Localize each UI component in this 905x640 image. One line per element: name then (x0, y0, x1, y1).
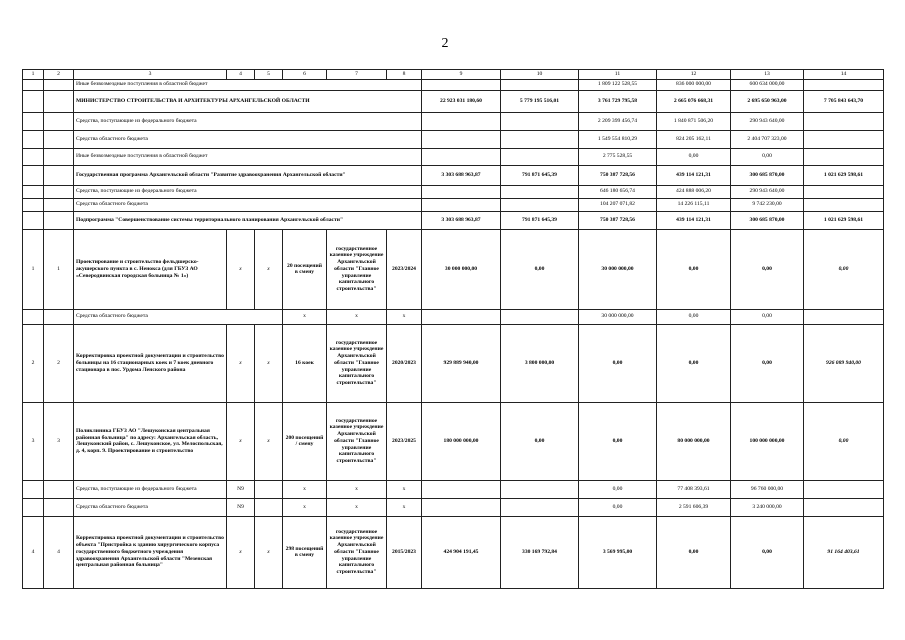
cell-col10: 3 800 000,00 (501, 324, 579, 402)
cell-col11: 750 387 728,56 (579, 211, 657, 229)
cell-col11: 646 180 656,74 (579, 185, 657, 198)
cell-col13: 0,00 (731, 324, 804, 402)
cell-col8: 2020/2023 (387, 324, 422, 402)
row-label: Средства, поступающие из федерального бюджета (74, 480, 227, 498)
cell-col11: 0,00 (579, 498, 657, 516)
header-cell: 1 (23, 70, 44, 80)
cell-col8: х (387, 498, 422, 516)
cell-col11: 0,00 (579, 402, 657, 480)
row-label: Государственная программа Архангельской области "Развитие здравоохранения Архангельской области" (74, 165, 422, 185)
row-label: Средства областного бюджета (74, 498, 227, 516)
cell-col6: х (283, 480, 327, 498)
table-row (23, 309, 884, 324)
cell-col12: 80 000 000,00 (657, 402, 731, 480)
cell-col5: х (255, 516, 283, 588)
cell-col12: 1 840 871 506,20 (657, 112, 731, 130)
cell-col1: 4 (23, 516, 44, 588)
cell-col6: 16 коек (283, 324, 327, 402)
cell-col8: х (387, 309, 422, 324)
cell-col2: 1 (44, 229, 74, 309)
cell-col6: 298 посещений в смену (283, 516, 327, 588)
cell-col11: 1 549 554 810,29 (579, 130, 657, 148)
cell-col11: 1 809 122 528,55 (579, 79, 657, 90)
cell-col10: 0,00 (501, 229, 579, 309)
header-cell: 7 (327, 70, 387, 80)
table-row (23, 480, 884, 498)
row-label: Подпрограмма "Совершенствование системы территориального планирования Архангельской области" (74, 211, 422, 229)
cell-col7: государственное казенное учреждение Архангельской области "Главное управление капитального строительства" (327, 402, 387, 480)
cell-col11: 30 000 000,00 (579, 229, 657, 309)
row-label: Средства областного бюджета (74, 130, 422, 148)
cell-col1: 3 (23, 402, 44, 480)
cell-col5: х (255, 229, 283, 309)
cell-col12: 77 408 393,61 (657, 480, 731, 498)
row-label: Проектирование и строительство фельдшерско-акушерского пункта в с. Ненокса (для ГБУЗ АО «Северодвинская городская больница № 1») (74, 229, 227, 309)
table-row (23, 402, 884, 480)
cell-col4: х (227, 516, 255, 588)
cell-col4: N9 (227, 498, 255, 516)
row-label: Средства, поступающие из федерального бюджета (74, 185, 422, 198)
cell-col13: 290 943 640,00 (731, 112, 804, 130)
row-label: Средства, поступающие из федерального бюджета (74, 112, 422, 130)
table-row (23, 498, 884, 516)
row-label: Корректировка проектной документации и строительство объекта "Пристройка к зданию хирургического корпуса государственного бюджетного учреждения здравоохранения Архангельской области "Мезенская центральная районная больница" (74, 516, 227, 588)
cell-col6: 200 посещений / смену (283, 402, 327, 480)
header-cell: 6 (283, 70, 327, 80)
table-row (23, 148, 884, 165)
cell-col9: 3 303 688 963,87 (422, 165, 501, 185)
cell-col12: 0,00 (657, 516, 731, 588)
cell-col9: 180 000 000,00 (422, 402, 501, 480)
cell-col11: 3 761 729 795,58 (579, 90, 657, 112)
header-cell: 14 (804, 70, 884, 80)
table-row (23, 90, 884, 112)
cell-col4: х (227, 402, 255, 480)
cell-col7: государственное казенное учреждение Архангельской области "Главное управление капитального строительства" (327, 324, 387, 402)
cell-col13: 300 685 870,00 (731, 165, 804, 185)
table-row (23, 324, 884, 402)
header-cell: 12 (657, 70, 731, 80)
cell-col14: 926 089 940,00 (804, 324, 884, 402)
cell-col13: 9 742 230,00 (731, 198, 804, 211)
row-label: Корректировка проектной документации и строительство больницы на 16 стационарных коек и 7 коек дневного стационара в пос. Урдома Ленского района (74, 324, 227, 402)
cell-col14: 0,00 (804, 402, 884, 480)
row-label: Иные безвозмездные поступления в областной бюджет (74, 79, 422, 90)
page-number: 2 (441, 36, 449, 51)
cell-col13: 300 685 870,00 (731, 211, 804, 229)
cell-col13: 600 634 000,00 (731, 79, 804, 90)
cell-col9: 30 000 000,00 (422, 229, 501, 309)
cell-col13: 96 760 000,00 (731, 480, 804, 498)
cell-col14: 91 164 403,61 (804, 516, 884, 588)
header-cell: 10 (501, 70, 579, 80)
cell-col8: 2023/2025 (387, 402, 422, 480)
cell-col7: государственное казенное учреждение Архангельской области "Главное управление капитального строительства" (327, 229, 387, 309)
cell-col13: 2 695 650 963,00 (731, 90, 804, 112)
cell-col6: х (283, 498, 327, 516)
cell-col6: 20 посещений в смену (283, 229, 327, 309)
header-cell: 2 (44, 70, 74, 80)
table-row (23, 211, 884, 229)
cell-col9: 3 303 688 963,87 (422, 211, 501, 229)
cell-col13: 0,00 (731, 309, 804, 324)
table-row (23, 112, 884, 130)
cell-col12: 0,00 (657, 229, 731, 309)
table-row (23, 185, 884, 198)
cell-col12: 2 591 606,39 (657, 498, 731, 516)
table-row (23, 130, 884, 148)
budget-table (22, 69, 884, 589)
cell-col12: 0,00 (657, 148, 731, 165)
cell-col13: 100 000 000,00 (731, 402, 804, 480)
cell-col8: х (387, 480, 422, 498)
cell-col13: 290 943 640,00 (731, 185, 804, 198)
cell-col1: 2 (23, 324, 44, 402)
cell-col13: 0,00 (731, 229, 804, 309)
row-label: Средства областного бюджета (74, 309, 283, 324)
cell-col4: х (227, 324, 255, 402)
cell-col10: 791 871 645,39 (501, 165, 579, 185)
cell-col11: 0,00 (579, 324, 657, 402)
cell-col7: х (327, 480, 387, 498)
table-row (23, 198, 884, 211)
cell-col10: 5 779 195 516,01 (501, 90, 579, 112)
cell-col4: N9 (227, 480, 255, 498)
header-cell: 5 (255, 70, 283, 80)
cell-col12: 14 226 115,11 (657, 198, 731, 211)
cell-col12: 0,00 (657, 309, 731, 324)
cell-col11: 750 387 728,56 (579, 165, 657, 185)
header-cell: 4 (227, 70, 255, 80)
cell-col12: 424 888 006,20 (657, 185, 731, 198)
cell-col6: х (283, 309, 327, 324)
cell-col5: х (255, 402, 283, 480)
cell-col10: 0,00 (501, 402, 579, 480)
row-label: Иные безвозмездные поступления в областной бюджет (74, 148, 422, 165)
cell-col2: 2 (44, 324, 74, 402)
cell-col14: 7 705 843 643,70 (804, 90, 884, 112)
cell-col8: 2023/2024 (387, 229, 422, 309)
cell-col12: 2 665 076 668,31 (657, 90, 731, 112)
cell-col11: 2 209 399 456,74 (579, 112, 657, 130)
cell-col9: 22 923 031 180,60 (422, 90, 501, 112)
cell-col2: 4 (44, 516, 74, 588)
cell-col2: 3 (44, 402, 74, 480)
cell-col14: 1 021 629 598,61 (804, 165, 884, 185)
cell-col11: 2 775 528,55 (579, 148, 657, 165)
cell-col8: 2015/2023 (387, 516, 422, 588)
header-cell: 3 (74, 70, 227, 80)
table-row (23, 229, 884, 309)
cell-col12: 836 000 000,00 (657, 79, 731, 90)
row-label: Поликлиника ГБУЗ АО "Лешуконская центральная районная больница" по адресу: Архангельская область, Лешуконский район, с. Лешуконское, ул. Мелоспольская, д. 4, корп. 9. Проектирование и строительство (74, 402, 227, 480)
cell-col4: х (227, 229, 255, 309)
row-label: Средства областного бюджета (74, 198, 422, 211)
cell-col10: 791 871 645,39 (501, 211, 579, 229)
cell-col7: государственное казенное учреждение Архангельской области "Главное управление капитального строительства" (327, 516, 387, 588)
header-cell: 9 (422, 70, 501, 80)
cell-col7: х (327, 498, 387, 516)
header-cell: 13 (731, 70, 804, 80)
cell-col7: х (327, 309, 387, 324)
cell-col11: 30 000 000,00 (579, 309, 657, 324)
cell-col14: 1 021 629 598,61 (804, 211, 884, 229)
cell-col14: 0,00 (804, 229, 884, 309)
cell-col5: х (255, 324, 283, 402)
header-cell: 11 (579, 70, 657, 80)
table-row (23, 165, 884, 185)
cell-col11: 0,00 (579, 480, 657, 498)
cell-col11: 104 207 071,82 (579, 198, 657, 211)
cell-col9: 929 889 940,00 (422, 324, 501, 402)
table-row (23, 79, 884, 90)
cell-col1: 1 (23, 229, 44, 309)
cell-col12: 0,00 (657, 324, 731, 402)
cell-col10: 330 169 792,84 (501, 516, 579, 588)
cell-col13: 0,00 (731, 516, 804, 588)
cell-col13: 0,00 (731, 148, 804, 165)
cell-col9: 424 904 191,45 (422, 516, 501, 588)
cell-col12: 439 114 121,31 (657, 211, 731, 229)
cell-col13: 2 404 707 323,00 (731, 130, 804, 148)
cell-col11: 3 569 995,00 (579, 516, 657, 588)
header-row (23, 70, 884, 80)
header-cell: 8 (387, 70, 422, 80)
cell-col12: 439 114 121,31 (657, 165, 731, 185)
cell-col13: 3 240 000,00 (731, 498, 804, 516)
cell-col12: 824 205 162,11 (657, 130, 731, 148)
table-row (23, 516, 884, 588)
row-label: МИНИСТЕРСТВО СТРОИТЕЛЬСТВА И АРХИТЕКТУРЫ АРХАНГЕЛЬСКОЙ ОБЛАСТИ (74, 90, 422, 112)
